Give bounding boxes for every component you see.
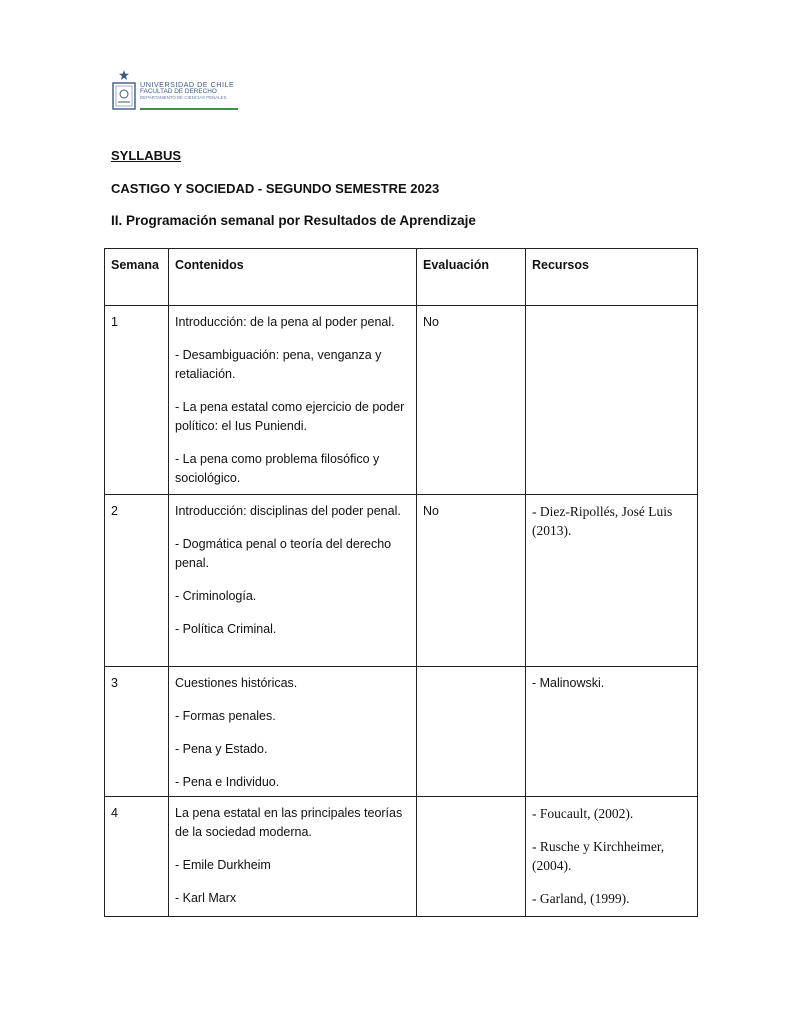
university-seal-icon bbox=[112, 82, 136, 110]
resource-item: - Foucault, (2002). bbox=[532, 806, 634, 821]
content-item: - La pena como problema filosófico y sociológico. bbox=[175, 452, 380, 485]
weekly-schedule-table bbox=[104, 248, 698, 917]
cell-evaluacion: No bbox=[417, 306, 526, 495]
syllabus-title: SYLLABUS bbox=[111, 148, 182, 163]
content-item: - Pena y Estado. bbox=[175, 742, 268, 756]
cell-contenidos bbox=[169, 306, 417, 495]
table-row bbox=[105, 306, 698, 495]
header-recursos: Recursos bbox=[526, 249, 698, 306]
resource-item: - Malinowski. bbox=[532, 676, 605, 690]
cell-semana: 1 bbox=[105, 306, 169, 495]
cell-evaluacion bbox=[417, 797, 526, 917]
header-evaluacion: Evaluación bbox=[417, 249, 526, 306]
content-item: - Dogmática penal o teoría del derecho penal. bbox=[175, 537, 392, 570]
table-row bbox=[105, 495, 698, 667]
cell-recursos bbox=[526, 306, 698, 495]
cell-evaluacion bbox=[417, 667, 526, 797]
content-item: Introducción: de la pena al poder penal. bbox=[175, 315, 395, 329]
content-item: - Karl Marx bbox=[175, 891, 237, 905]
cell-recursos bbox=[526, 495, 698, 667]
resource-item: - Rusche y Kirchheimer, (2004). bbox=[532, 839, 665, 873]
content-item: - Emile Durkheim bbox=[175, 858, 271, 872]
logo-underline bbox=[140, 108, 238, 110]
cell-semana: 2 bbox=[105, 495, 169, 667]
content-item: - La pena estatal como ejercicio de poder político: el Ius Puniendi. bbox=[175, 400, 405, 433]
logo-university: UNIVERSIDAD DE CHILE bbox=[140, 80, 235, 89]
cell-semana: 3 bbox=[105, 667, 169, 797]
resource-item: - Diez-Ripollés, José Luis (2013). bbox=[532, 504, 673, 538]
content-item: - Criminología. bbox=[175, 589, 257, 603]
content-item: La pena estatal en las principales teorías de la sociedad moderna. bbox=[175, 806, 403, 839]
university-logo bbox=[110, 70, 235, 114]
logo-text bbox=[140, 80, 235, 102]
header-semana: Semana bbox=[105, 249, 169, 306]
star-icon bbox=[119, 70, 129, 80]
cell-semana: 4 bbox=[105, 797, 169, 917]
cell-recursos bbox=[526, 797, 698, 917]
cell-contenidos bbox=[169, 667, 417, 797]
content-item: - Formas penales. bbox=[175, 709, 276, 723]
content-item: Introducción: disciplinas del poder penal. bbox=[175, 504, 401, 518]
content-item: Cuestiones históricas. bbox=[175, 676, 298, 690]
section-title: II. Programación semanal por Resultados de Aprendizaje bbox=[111, 213, 476, 228]
logo-department: DEPARTAMENTO DE CIENCIAS PENALES bbox=[140, 95, 227, 101]
content-item: - Pena e Individuo. bbox=[175, 775, 280, 789]
resource-item: - Garland, (1999). bbox=[532, 891, 630, 906]
course-title: CASTIGO Y SOCIEDAD - SEGUNDO SEMESTRE 2023 bbox=[111, 181, 440, 196]
content-item: - Desambiguación: pena, venganza y retaliación. bbox=[175, 348, 382, 381]
header-contenidos: Contenidos bbox=[169, 249, 417, 306]
cell-contenidos bbox=[169, 797, 417, 917]
table-header-row bbox=[105, 249, 698, 306]
logo-faculty: FACULTAD DE DERECHO bbox=[140, 87, 217, 95]
content-item: - Política Criminal. bbox=[175, 622, 277, 636]
table-row bbox=[105, 797, 698, 917]
cell-evaluacion: No bbox=[417, 495, 526, 667]
table-row bbox=[105, 667, 698, 797]
cell-contenidos bbox=[169, 495, 417, 667]
cell-recursos bbox=[526, 667, 698, 797]
